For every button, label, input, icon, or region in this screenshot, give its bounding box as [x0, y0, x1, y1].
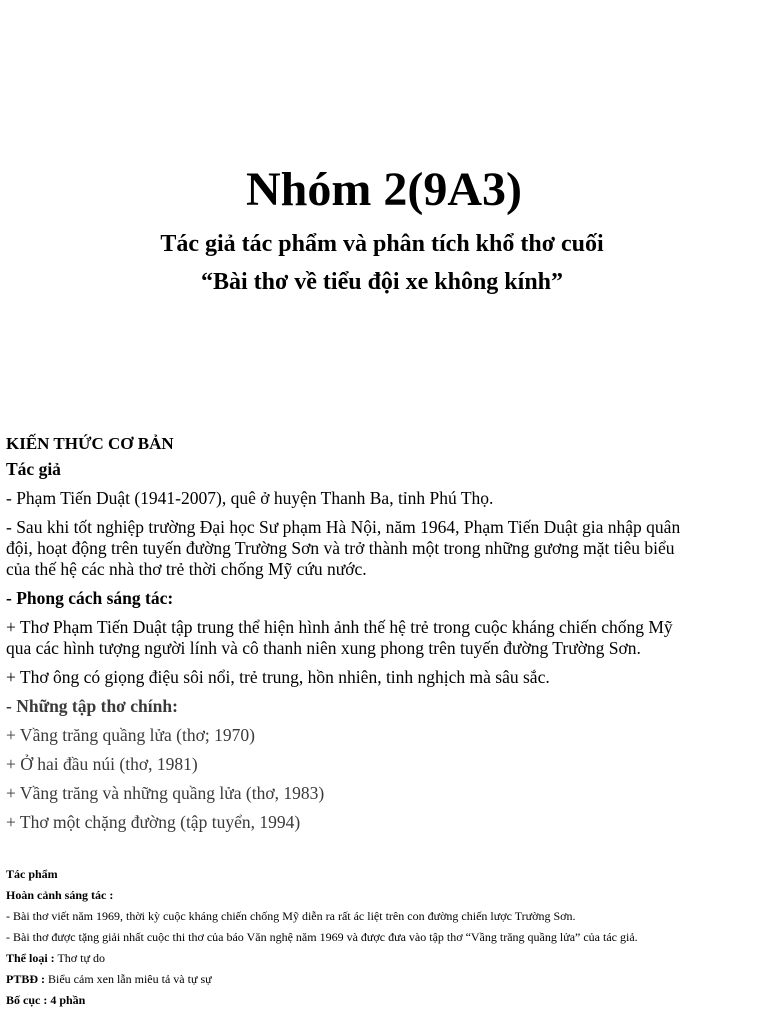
author-bio-1-text: - Phạm Tiến Duật (1941-2007), quê ở huyện Thanh Ba, tỉnh Phú Thọ.	[6, 488, 494, 508]
author-bio-2	[6, 517, 760, 580]
works-item	[6, 812, 760, 833]
context-heading: Hoàn cảnh sáng tác :	[6, 888, 114, 902]
style-point-1-line: qua các hình tượng người lính và cô thanh niên xung phong trên tuyến đường Trường Sơn.	[6, 638, 641, 658]
mode-label: PTBĐ :	[6, 972, 45, 986]
author-bio-2-line: của thế hệ các nhà thơ trẻ thời chống Mỹ cứu nước.	[6, 559, 367, 579]
context-line-1: - Bài thơ viết năm 1969, thời kỳ cuộc kháng chiến chống Mỹ diễn ra rất ác liệt trên con đường chiến lược Trường Sơn.	[6, 909, 576, 923]
style-point-1	[6, 617, 760, 659]
subtitle-line-2: “Bài thơ về tiểu đội xe không kính”	[200, 269, 564, 295]
basic-knowledge-section	[6, 433, 760, 841]
works-item	[6, 783, 760, 804]
works-item-text: + Ở hai đầu núi (thơ, 1981)	[6, 754, 198, 774]
works-item-text: + Vầng trăng quầng lửa (thơ; 1970)	[6, 725, 255, 745]
works-heading: - Những tập thơ chính:	[6, 696, 178, 716]
style-point-1-line: + Thơ Phạm Tiến Duật tập trung thể hiện hình ảnh thế hệ trẻ trong cuộc kháng chiến chống Mỹ	[6, 617, 673, 637]
work-heading: Tác phẩm	[6, 867, 58, 881]
work-section	[6, 867, 762, 1014]
subtitle-line-1: Tác giả tác phẩm và phân tích khổ thơ cuối	[160, 231, 604, 257]
section-heading: KIẾN THỨC CƠ BẢN	[6, 434, 174, 453]
works-item	[6, 754, 760, 775]
layout-line: Bố cục : 4 phần	[6, 993, 86, 1007]
genre-label: Thể loại :	[6, 951, 55, 965]
style-heading: - Phong cách sáng tác:	[6, 588, 174, 608]
genre-value: Thơ tự do	[54, 951, 105, 965]
page-title: Nhóm 2(9A3)	[246, 163, 522, 216]
author-heading: Tác giả	[6, 459, 61, 479]
mode-line	[6, 972, 762, 987]
genre-line	[6, 951, 762, 966]
mode-value: Biểu cảm xen lẫn miêu tả và tự sự	[45, 972, 212, 986]
works-item-text: + Thơ một chặng đường (tập tuyển, 1994)	[6, 812, 301, 832]
works-item-text: + Vầng trăng và những quầng lửa (thơ, 1983)	[6, 783, 325, 803]
author-bio-1	[6, 488, 760, 509]
author-bio-2-line: - Sau khi tốt nghiệp trường Đại học Sư phạm Hà Nội, năm 1964, Phạm Tiến Duật gia nhập quân	[6, 517, 681, 537]
context-line-2: - Bài thơ được tặng giải nhất cuộc thi thơ của báo Văn nghệ năm 1969 và được đưa vào tập thơ “Vầng trăng quầng lửa” của tác giả.	[6, 930, 638, 944]
style-point-2-text: + Thơ ông có giọng điệu sôi nổi, trẻ trung, hồn nhiên, tinh nghịch mà sâu sắc.	[6, 667, 550, 687]
author-bio-2-line: đội, hoạt động trên tuyến đường Trường Sơn và trở thành một trong những gương mặt tiêu biểu	[6, 538, 675, 558]
style-point-2	[6, 667, 760, 688]
works-item	[6, 725, 760, 746]
